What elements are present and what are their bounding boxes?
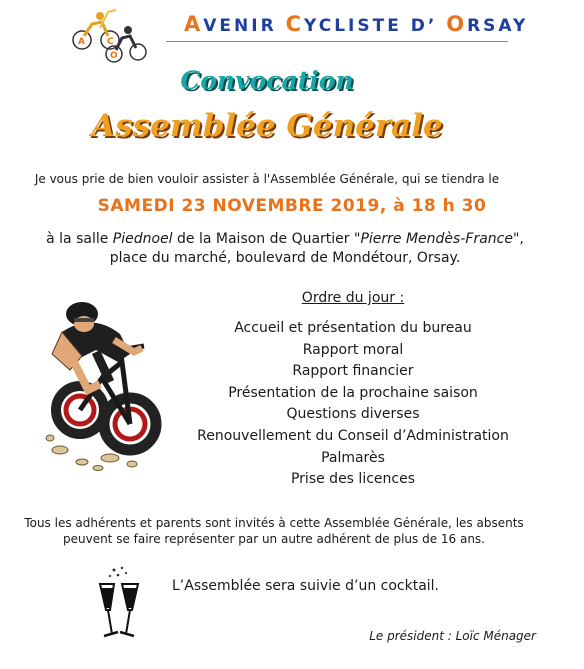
club-name-part: RSAY	[467, 16, 529, 36]
venue-room: Piednoel	[112, 231, 173, 247]
signature: Le président : Loïc Ménager	[369, 629, 536, 643]
logo-letter-o: O	[110, 51, 118, 61]
club-name-part: C	[285, 12, 305, 36]
agenda	[196, 290, 510, 491]
club-name-part: VENIR	[203, 16, 286, 36]
agenda-item: Rapport financier	[292, 363, 414, 380]
title-assemblee-generale: Assemblée Générale	[91, 108, 443, 144]
mountain-biker-icon	[22, 292, 162, 474]
agenda-heading: Ordre du jour :	[301, 290, 405, 306]
agenda-item: Questions diverses	[286, 406, 420, 423]
venue-line-2: place du marché, boulevard de Mondétour, Orsay.	[109, 250, 461, 266]
agenda-item: Renouvellement du Conseil d’Administration	[197, 427, 509, 444]
agenda-item: Rapport moral	[302, 341, 404, 358]
title-convocation: Convocation	[180, 66, 354, 95]
club-name-part: YCLISTE D’	[304, 16, 447, 36]
venue-line-1	[0, 230, 570, 249]
venue-middle: de la Maison de Quartier	[172, 231, 355, 247]
meeting-date: SAMEDI 23 NOVEMBRE 2019, à 18 h 30	[97, 196, 487, 216]
agenda-item: Prise des licences	[290, 471, 415, 488]
venue-prefix: à la salle	[46, 231, 113, 247]
logo-letter-c: C	[107, 37, 114, 47]
club-logo-icon	[70, 6, 148, 64]
agenda-list	[196, 318, 510, 491]
club-name-part: O	[446, 12, 468, 36]
logo-letter-a: A	[78, 37, 85, 47]
agenda-item: Palmarès	[321, 449, 385, 466]
agenda-item: Présentation de la prochaine saison	[228, 384, 478, 401]
champagne-glasses-icon	[92, 566, 146, 644]
cocktail-note: L’Assemblée sera suivie d’un cocktail.	[172, 578, 440, 594]
venue-house: "Pierre Mendès-France"	[354, 231, 520, 247]
members-note	[0, 515, 548, 547]
intro-text: Je vous prie de bien vouloir assister à l'Assemblée Générale, qui se tiendra le	[34, 172, 500, 186]
venue-suffix: ,	[519, 231, 524, 247]
agenda-item: Accueil et présentation du bureau	[234, 320, 472, 336]
club-name-part: A	[184, 12, 204, 36]
header-divider	[166, 41, 508, 42]
members-note-line-2: peuvent se faire représenter par un autre adhérent de plus de 16 ans.	[62, 532, 485, 546]
venue-text	[0, 230, 570, 268]
members-note-line-1: Tous les adhérents et parents sont invités à cette Assemblée Générale, les absents	[24, 516, 524, 530]
club-name	[184, 12, 528, 36]
